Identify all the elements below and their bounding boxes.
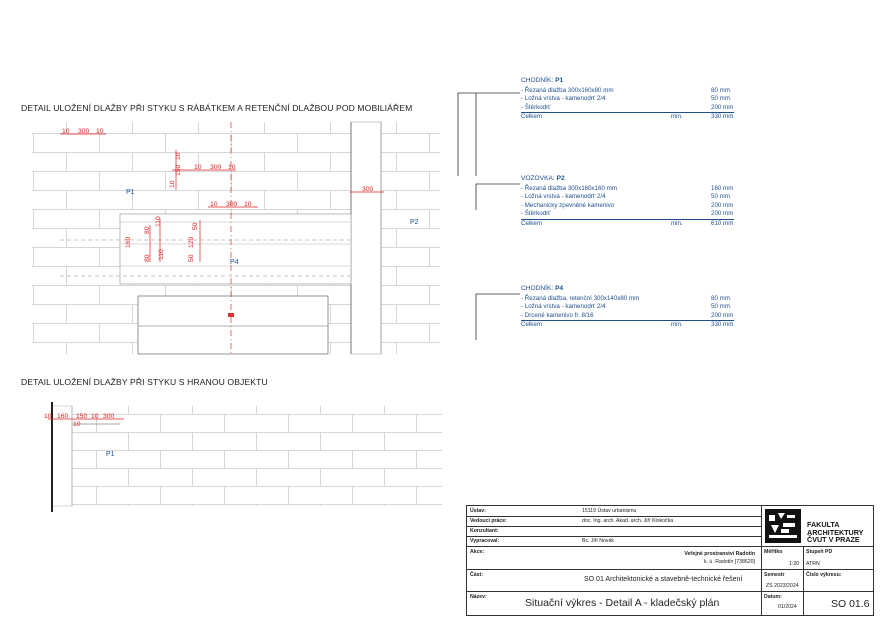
datum-label: Datum: (764, 594, 782, 600)
dim-d1-mid-c: 10 (228, 164, 236, 171)
vypracoval-label: Vypracoval: (470, 538, 500, 544)
dim-d1-top-a: 10 (62, 128, 70, 135)
gravel-strip (351, 122, 381, 354)
spec-p1: CHODNÍK: P1 - Řezaná dlažba 300x160x80 mm 80 mm - Ložná vrstva - kamenodrť 2/4 50 mm - Štěrkodrť 200 mm Celkem min. 330 mm (521, 77, 734, 121)
dim-d1-vB-c: 50 (192, 222, 199, 230)
dim-d2-c: 150 (76, 413, 88, 420)
dim-d1-vA-a: 160 (125, 236, 132, 248)
nazev-label: Název: (470, 594, 487, 600)
vedouci-label: Vedoucí práce: (470, 518, 507, 524)
akce-label: Akce: (470, 549, 485, 555)
akce-value-1: Veřejné prostranství Radotín (684, 551, 755, 557)
label-p4: P4 (230, 259, 239, 266)
dim-d1-vA-e: 80 (144, 254, 151, 262)
detail1-title: DETAIL ULOŽENÍ DLAŽBY PŘI STYKU S RÁBÁTKEM A RETENČNÍ DLAŽBOU POD MOBILIÁŘEM (21, 103, 413, 113)
label-p1: P1 (126, 189, 135, 196)
dim-d1-vB-a: 50 (188, 254, 195, 262)
dim-d1-mid2-a: 10 (210, 201, 218, 208)
semestr-value: ZS 2023/2024 (766, 583, 799, 589)
furniture-outline (138, 296, 328, 354)
dim-d1-mid2-c: 10 (244, 201, 252, 208)
dim-d1-top-c: 10 (96, 128, 104, 135)
meritko-value: 1:20 (789, 561, 800, 567)
dim-d1-vA-b: 80 (144, 226, 151, 234)
detail2-title: DETAIL ULOŽENÍ DLAŽBY PŘI STYKU S HRANOU OBJEKTU (21, 377, 268, 387)
vedouci-value: doc. Ing. arch. Akad. arch. Jiří Klokočka (582, 518, 674, 524)
nazev-value: Situační výkres - Detail A - kladečský plán (525, 597, 720, 609)
dim-d1-v1-a: 10 (169, 180, 176, 188)
spec-p4: CHODNÍK: P4 - Řezaná dlažba, retenční 300x140x80 mm 80 mm - Ložná vrstva - kamenodrť 2/4 50 mm - Drcené kamenivo fr. 8/16 200 mm Celkem min. 330 mm (521, 285, 734, 329)
dim-d1-v1-c: 10 (175, 152, 182, 160)
dim-d2-d: 10 (91, 413, 99, 420)
dim-d1-mid-a: 10 (194, 164, 202, 171)
konzultant-label: Konzultant: (470, 528, 499, 534)
cislo-label: Číslo výkresu: (806, 572, 842, 578)
dim-d2-e: 300 (103, 413, 115, 420)
cislo-value: SO 01.6 (831, 598, 870, 610)
dim-d1-vA-c: 110 (155, 216, 162, 227)
stupen-label: Stupeň PD (806, 549, 833, 555)
meritko-label: Měřítko (764, 549, 783, 555)
akce-value-2: k. ú. Radotín [738620] (703, 559, 755, 565)
dim-d1-v1-b: 150 (175, 164, 182, 176)
title-block (466, 505, 874, 616)
dim-d1-mid-b: 300 (210, 164, 222, 171)
dim-d2-sub: 10 (73, 421, 81, 428)
ustav-label: Ústav: (470, 508, 486, 514)
ustav-value: 15119 Ústav urbanismu (582, 508, 637, 514)
vypracoval-value: Bc. Jiří Novák (582, 538, 614, 544)
semestr-label: Semestr (764, 572, 785, 578)
dim-d1-vB-b: 120 (188, 236, 195, 248)
faculty-name: FAKULTA ARCHITEKTURY ČVUT V PRAZE (807, 520, 864, 545)
dim-d1-top-b: 300 (78, 128, 90, 135)
label-p2: P2 (410, 219, 419, 226)
stupen-value: ATRN (806, 561, 820, 567)
dim-d1-mid2-b: 300 (226, 201, 238, 208)
dim-d2-b: 160 (57, 413, 69, 420)
label-p1-second: P1 (106, 451, 115, 458)
dim-d2-a: 10 (44, 413, 52, 420)
dim-d1-p2: 300 (362, 186, 374, 193)
datum-value: 01/2024 (778, 604, 797, 610)
cvut-logo-icon (765, 509, 801, 543)
spec-p2: VOZOVKA: P2 - Řezaná dlažba 300x160x160 mm 160 mm - Ložná vrstva - kamenodrť 2/4 50 mm - Mechanicky zpevněné kamenivo 200 mm - Štěrkodrť 200 mm Celkem min. 610 mm (521, 175, 734, 227)
cast-value: SO 01 Architektonické a stavebně-technické řešení (584, 576, 743, 583)
dim-d1-vA-d: 110 (158, 249, 165, 260)
cast-label: Část: (470, 572, 483, 578)
